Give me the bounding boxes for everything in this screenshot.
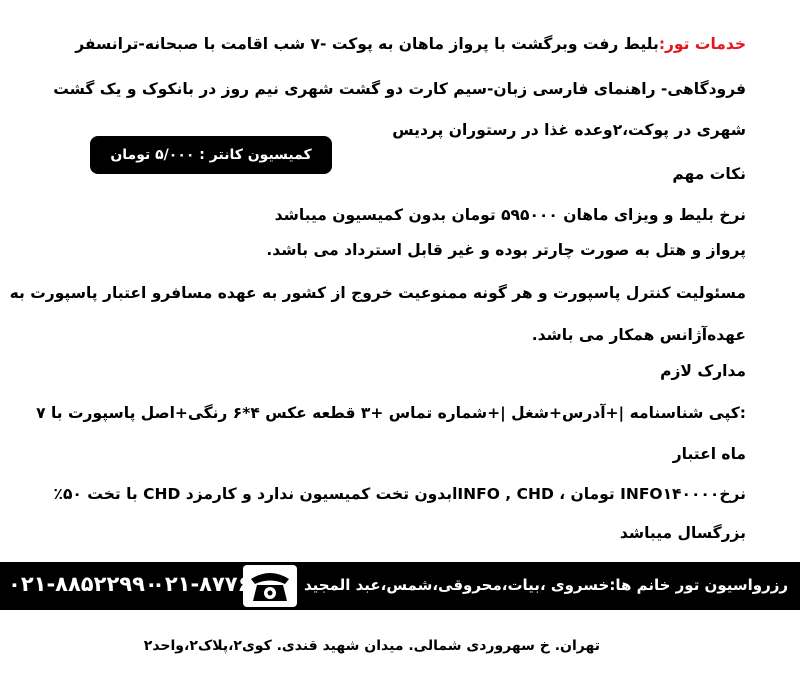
charter-note: پرواز و هتل به صورت چارتر بوده و غیر قابل استرداد می باشد.	[266, 241, 746, 259]
office-address: تهران. خ سهروردی شمالی. میدان شهید قندی. کوی۲،پلاک۲،واحد۲	[143, 638, 600, 654]
passport-note-2: عهده‌آژانس همکار می باشد.	[531, 326, 746, 344]
reservation-footer	[0, 562, 800, 610]
phone-number-short[interactable]: ۰۲۱-۸۷۷۶	[152, 572, 251, 596]
child-infant-price: نرخINFO۱۴۰۰۰۰ تومان ، INFO , CHDابدون تخت کمیسیون ندارد و کارمزد CHD با تخت ۵۰٪	[53, 485, 746, 503]
notes-heading: نکات مهم	[672, 165, 746, 183]
documents-list-2: ماه اعتبار	[672, 445, 746, 463]
telephone-icon	[243, 565, 297, 607]
phone-number-main[interactable]: ۰۲۱-۸۸۵۲۲۹۹۰	[8, 572, 158, 596]
child-infant-price-2: بزرگسال میباشد	[619, 524, 746, 542]
documents-list: :کپی شناسنامه |+آدرس+شغل |+شماره تماس +۳ قطعه عکس ۴*۶ رنگی+اصل پاسپورت با ۷	[36, 404, 746, 422]
passport-note: مسئولیت کنترل پاسپورت و هر گونه ممنوعیت خروج از کشور به عهده مسافرو اعتبار پاسپورت به	[9, 284, 746, 302]
services-line-3: شهری در پوکت،۲وعده غذا در رستوران پردیس	[392, 121, 746, 139]
services-text: بلیط رفت وبرگشت با پرواز ماهان به پوکت -۷ شب اقامت با صبحانه-ترانسفر	[75, 35, 659, 53]
ticket-price-note: نرخ بلیط و ویزای ماهان ۵۹۵۰۰۰ تومان بدون کمیسیون میباشد	[274, 206, 746, 224]
commission-badge: کمیسیون کانتر : ۵/۰۰۰ تومان	[90, 136, 332, 174]
services-label: خدمات تور:	[658, 35, 746, 53]
reservation-names: رزرواسیون تور خانم ها:خسروی ،بیات،محروقی،شمس،عبد المجید	[303, 576, 788, 594]
documents-heading: مدارک لازم	[660, 362, 746, 380]
services-line	[75, 34, 746, 54]
services-line-2: فرودگاهی- راهنمای فارسی زبان-سیم کارت دو گشت شهری نیم روز در بانکوک و یک گشت	[53, 80, 746, 98]
